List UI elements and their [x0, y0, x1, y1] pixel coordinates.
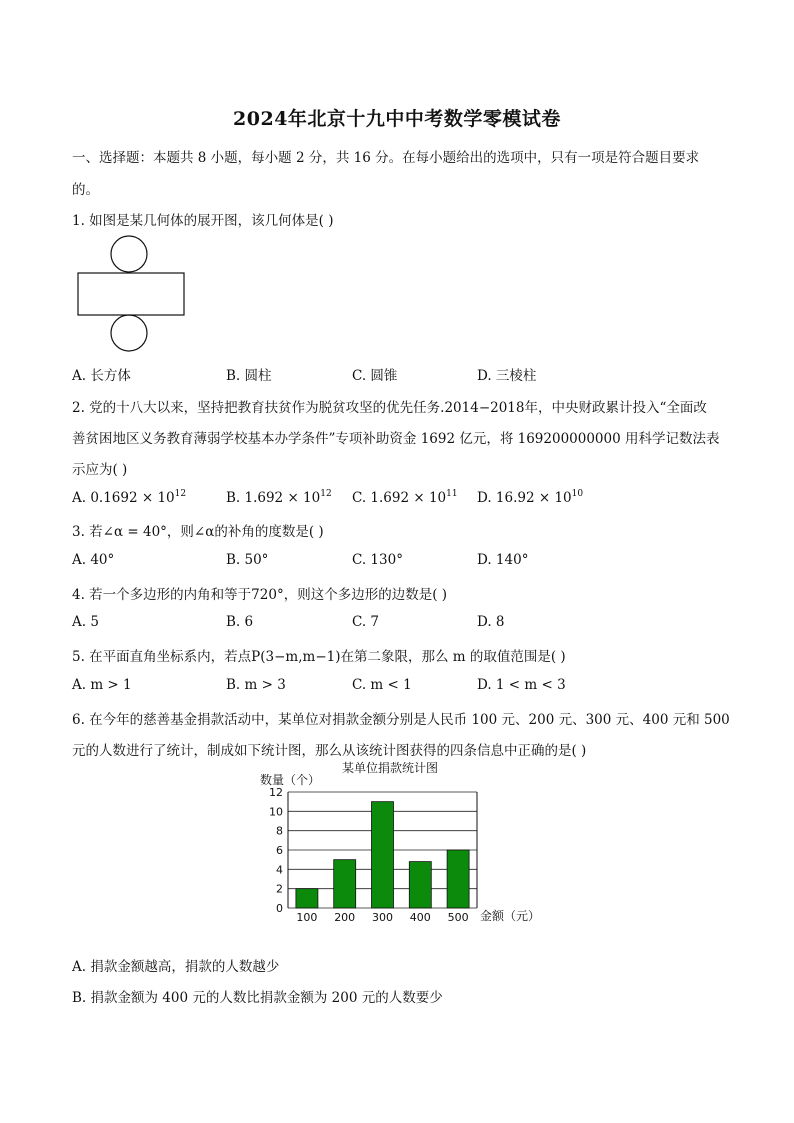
q2-option-b[interactable]: B. $1.692 \times 10^{12}$: [226, 489, 332, 506]
q2-option-c[interactable]: C. $1.692 \times 10^{11}$: [352, 489, 458, 506]
q1-option-b[interactable]: B. 圆柱: [226, 368, 272, 384]
chart-title: 某单位捐款统计图: [341, 761, 439, 775]
question-3-stem: 3. 若∠α = 40°，则∠α的补角的度数是( ): [72, 524, 324, 540]
cylinder-net-figure: [70, 232, 190, 356]
section-heading: 一、选择题：本题共 8 小题，每小题 2 分，共 16 分。在每小题给出的选项中，只有一项是符合题目要求: [72, 150, 700, 166]
y-tick-label: 12: [269, 786, 283, 799]
q3-option-d[interactable]: D. 140°: [477, 552, 529, 568]
q1-option-d[interactable]: D. 三棱柱: [477, 368, 537, 384]
y-tick-labels: [269, 786, 283, 915]
question-4-stem: 4. 若一个多边形的内角和等于720°，则这个多边形的边数是( ): [72, 587, 448, 603]
q4-option-b[interactable]: B. 6: [226, 614, 254, 630]
bar-200: [334, 860, 356, 908]
bar-500: [447, 850, 469, 908]
question-6-stem-line2: 元的人数进行了统计，制成如下统计图，那么从该统计图获得的四条信息中正确的是( ): [72, 743, 587, 759]
question-2-stem-line3: 示应为( ): [72, 462, 128, 478]
chart-bars: [296, 802, 469, 908]
y-tick-label: 0: [276, 902, 283, 915]
q5-option-b[interactable]: B. m > 3: [226, 677, 286, 693]
question-1-stem: 1. 如图是某几何体的展开图，该几何体是( ): [72, 213, 334, 229]
q4-option-c[interactable]: C. 7: [352, 614, 380, 630]
y-tick-label: 4: [276, 863, 283, 877]
top-circle: [111, 236, 147, 272]
q5-option-a[interactable]: A. m > 1: [72, 677, 132, 693]
x-tick-label: 500: [447, 911, 469, 924]
x-axis-label: 金额（元）: [480, 909, 541, 923]
x-tick-label: 100: [296, 911, 318, 924]
q1-option-c[interactable]: C. 圆锥: [352, 368, 398, 384]
q6-option-b[interactable]: B. 捐款金额为 400 元的人数比捐款金额为 200 元的人数要少: [72, 990, 443, 1006]
q4-option-a[interactable]: A. 5: [72, 614, 99, 630]
q2-option-a[interactable]: A. $0.1692 \times 10^{12}$: [72, 489, 187, 506]
y-axis-label: 数量（个）: [260, 773, 321, 787]
y-tick-label: 2: [276, 882, 283, 896]
q3-option-c[interactable]: C. 130°: [352, 552, 403, 568]
q3-option-b[interactable]: B. 50°: [226, 552, 269, 568]
section-heading-cont: 的。: [72, 182, 99, 198]
x-tick-label: 300: [372, 911, 393, 924]
q1-option-a[interactable]: A. 长方体: [72, 368, 131, 384]
question-2-stem-line2: 善贫困地区义务教育薄弱学校基本办学条件”专项补助资金 1692 亿元，将 169200000000 用科学记数法表: [72, 431, 720, 447]
bottom-circle: [111, 315, 147, 351]
side-rectangle: [78, 273, 184, 315]
page-title: 2024年北京十九中中考数学零模试卷: [233, 108, 561, 130]
y-tick-label: 6: [276, 844, 283, 857]
donation-bar-chart: [250, 758, 550, 928]
bar-300: [372, 802, 394, 908]
x-tick-label: 400: [409, 911, 431, 924]
x-tick-labels: [296, 911, 468, 924]
q5-option-d[interactable]: D. 1 < m < 3: [477, 677, 566, 693]
question-2-stem-line1: 2. 党的十八大以来，坚持把教育扶贫作为脱贫攻坚的优先任务.2014−2018年，中央财政累计投入“全面改: [72, 400, 707, 416]
y-tick-label: 8: [276, 824, 283, 838]
q6-option-a[interactable]: A. 捐款金额越高，捐款的人数越少: [72, 959, 280, 975]
q2-option-d[interactable]: D. $16.92 \times 10^{10}$: [477, 489, 584, 506]
q5-option-c[interactable]: C. m < 1: [352, 677, 412, 693]
question-6-stem-line1: 6. 在今年的慈善基金捐款活动中，某单位对捐款金额分别是人民币 100 元、200 元、300 元、400 元和 500: [72, 712, 730, 728]
bar-400: [409, 862, 431, 908]
question-5-stem: 5. 在平面直角坐标系内，若点P(3−m,m−1)在第二象限，那么 m 的取值范围是( ): [72, 649, 566, 665]
bar-100: [296, 889, 318, 908]
x-tick-label: 200: [334, 911, 356, 924]
y-tick-label: 10: [269, 805, 283, 819]
q4-option-d[interactable]: D. 8: [477, 614, 505, 630]
q3-option-a[interactable]: A. 40°: [72, 552, 115, 568]
